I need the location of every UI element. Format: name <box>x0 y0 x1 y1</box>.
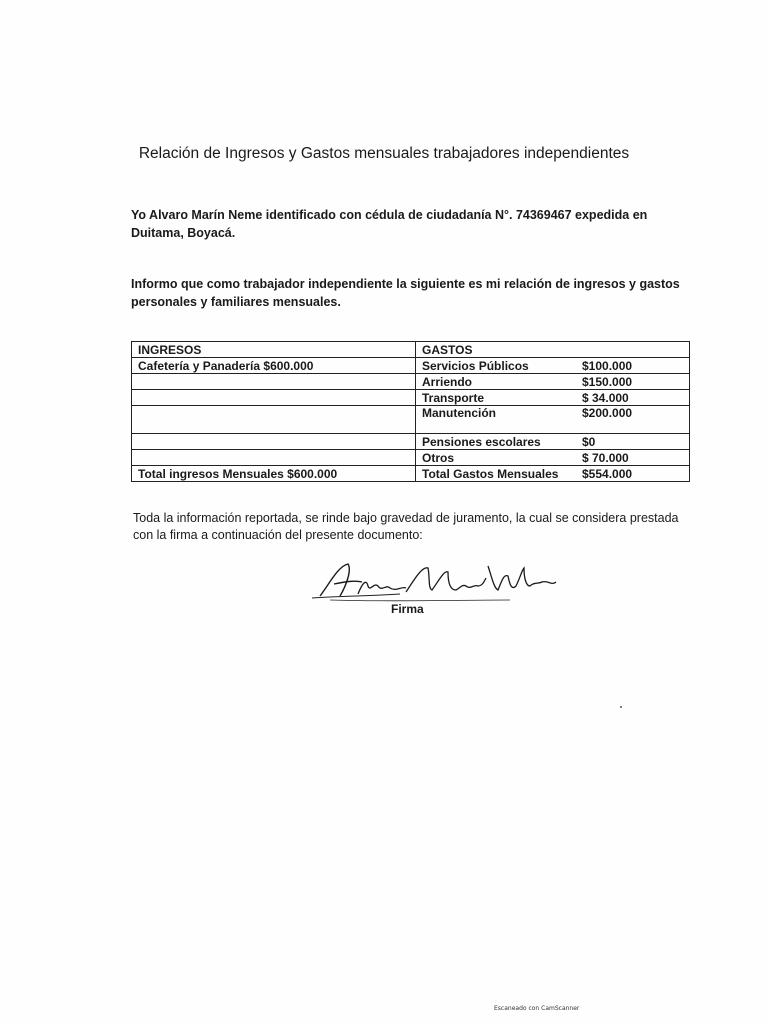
gasto-label: Transporte <box>422 391 485 405</box>
ingreso-cell: Cafetería y Panadería $600.000 <box>132 358 416 374</box>
table-row <box>132 358 690 374</box>
income-expense-table <box>131 341 690 482</box>
ingreso-cell <box>132 434 416 450</box>
total-ingresos: Total ingresos Mensuales $600.000 <box>132 466 416 482</box>
gasto-cell <box>416 434 690 450</box>
gasto-label: Otros <box>422 451 455 465</box>
gasto-value: $ 70.000 <box>582 451 629 465</box>
gasto-cell <box>416 374 690 390</box>
table-totals-row <box>132 466 690 482</box>
total-gastos-cell <box>416 466 690 482</box>
ingreso-cell <box>132 374 416 390</box>
table-header-row <box>132 342 690 358</box>
gasto-label: Manutención <box>422 406 496 420</box>
document-title: Relación de Ingresos y Gastos mensuales trabajadores independientes <box>138 145 630 162</box>
gasto-cell <box>416 406 690 434</box>
gastos-header: GASTOS <box>416 342 690 358</box>
ingreso-cell <box>132 390 416 406</box>
gasto-cell <box>416 450 690 466</box>
table-row <box>132 406 690 434</box>
table-row <box>132 390 690 406</box>
scan-speck <box>620 706 622 708</box>
gasto-label: Servicios Públicos <box>422 359 529 373</box>
gasto-value: $200.000 <box>582 406 633 420</box>
statement-paragraph: Informo que como trabajador independiente la siguiente es mi relación de ingresos y gastos personales y familiares mensuales. <box>131 277 680 309</box>
signature-label: Firma <box>391 602 424 616</box>
table-row <box>132 434 690 450</box>
table-row <box>132 450 690 466</box>
gasto-label: Pensiones escolares <box>422 435 541 449</box>
handwritten-signature <box>310 556 560 606</box>
total-gastos-value: $554.000 <box>582 467 633 481</box>
scanner-watermark: Escaneado con CamScanner <box>494 1005 580 1012</box>
ingreso-cell <box>132 406 416 434</box>
gasto-cell <box>416 390 690 406</box>
gasto-value: $150.000 <box>582 375 633 389</box>
gasto-cell <box>416 358 690 374</box>
declarant-paragraph: Yo Alvaro Marín Neme identificado con cédula de ciudadanía N°. 74369467 expedida en Duitama, Boyacá. <box>131 208 648 240</box>
gasto-value: $100.000 <box>582 359 633 373</box>
total-gastos-label: Total Gastos Mensuales <box>422 467 559 481</box>
oath-paragraph: Toda la información reportada, se rinde bajo gravedad de juramento, la cual se considera prestada con la firma a continuación del presente documento: <box>133 511 679 542</box>
gasto-value: $ 34.000 <box>582 391 629 405</box>
ingreso-cell <box>132 450 416 466</box>
ingresos-header: INGRESOS <box>132 342 416 358</box>
gasto-value: $0 <box>582 435 596 449</box>
table-row <box>132 374 690 390</box>
gasto-label: Arriendo <box>422 375 473 389</box>
